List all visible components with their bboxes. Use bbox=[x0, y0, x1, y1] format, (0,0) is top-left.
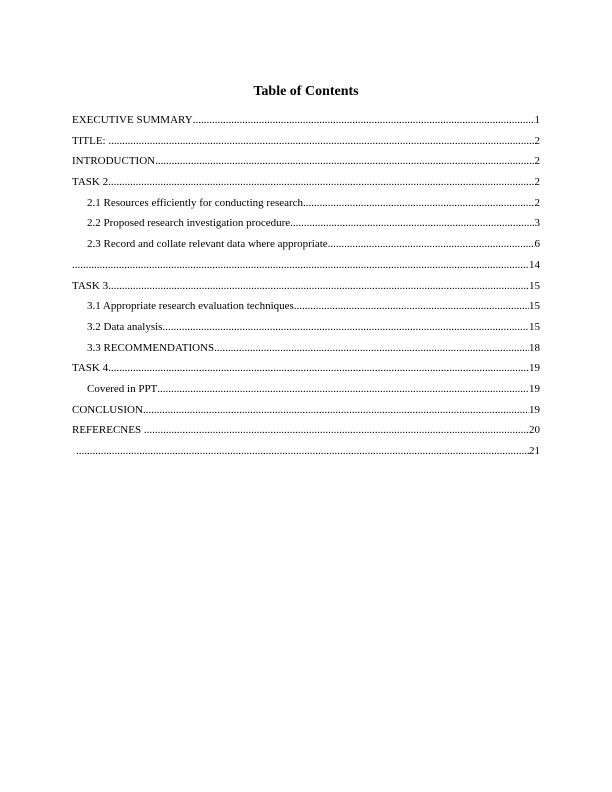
toc-page-number: 20 bbox=[529, 424, 540, 437]
toc-page-number: 15 bbox=[529, 279, 540, 292]
toc-page-number: 19 bbox=[529, 382, 540, 395]
toc-page-number: 2 bbox=[534, 196, 540, 209]
toc-entry-label: EXECUTIVE SUMMARY bbox=[72, 114, 193, 126]
toc-entry-label: 2.1 Resources efficiently for conducting research bbox=[87, 196, 304, 209]
toc-entry-2-1[interactable] bbox=[72, 196, 540, 217]
toc-entry-label: TASK 2 bbox=[72, 176, 109, 189]
toc-dot-leader bbox=[294, 299, 529, 313]
toc-dot-leader bbox=[303, 196, 534, 210]
toc-entry-title[interactable] bbox=[72, 134, 540, 155]
toc-entry-label: REFERECNES bbox=[72, 424, 144, 437]
toc-page-number: 19 bbox=[529, 362, 540, 375]
toc-entry-label: 3.1 Appropriate research evaluation techniques bbox=[87, 300, 294, 313]
toc-entry-2-2[interactable] bbox=[72, 216, 540, 237]
toc-entry-introduction[interactable] bbox=[72, 154, 540, 175]
toc-page-number: 2 bbox=[534, 134, 540, 147]
toc-page-number: 2 bbox=[534, 155, 540, 168]
toc-dot-leader bbox=[143, 403, 529, 417]
toc-dot-leader bbox=[72, 258, 529, 272]
toc-entry-task-3[interactable] bbox=[72, 279, 540, 300]
toc-entry-untitled-last[interactable] bbox=[72, 444, 540, 465]
toc-entry-task-2[interactable] bbox=[72, 175, 540, 196]
toc-entry-task-4[interactable] bbox=[72, 361, 540, 382]
toc-dot-leader bbox=[108, 175, 534, 189]
toc-entry-untitled[interactable] bbox=[72, 258, 540, 279]
toc-page-number: 2 bbox=[534, 176, 540, 189]
toc-page-number: 21 bbox=[529, 445, 540, 457]
toc-page-number: 14 bbox=[529, 258, 540, 271]
toc-entry-2-3[interactable] bbox=[72, 237, 540, 258]
toc-entry-3-1[interactable] bbox=[72, 299, 540, 320]
toc-dot-leader bbox=[162, 320, 529, 334]
toc-entry-label: Covered in PPT bbox=[87, 382, 158, 395]
toc-page-number: 6 bbox=[534, 238, 540, 251]
toc-entry-label: TITLE: bbox=[72, 134, 109, 147]
toc-dot-leader bbox=[290, 216, 534, 230]
toc-dot-leader bbox=[214, 341, 529, 355]
toc-entry-3-3[interactable] bbox=[72, 341, 540, 362]
toc-dot-leader bbox=[193, 113, 535, 127]
toc-entry-3-2[interactable] bbox=[72, 320, 540, 341]
toc-page-number: 1 bbox=[534, 114, 540, 126]
toc-entry-label: 3.2 Data analysis bbox=[87, 320, 163, 333]
toc-entry-label: CONCLUSION bbox=[72, 403, 143, 416]
toc-entry-covered-in-ppt[interactable] bbox=[72, 382, 540, 403]
toc-entry-label: TASK 3 bbox=[72, 279, 109, 292]
toc-page-number: 19 bbox=[529, 403, 540, 416]
toc-dot-leader bbox=[108, 279, 529, 293]
toc-entry-executive-summary[interactable] bbox=[72, 113, 540, 134]
toc-entry-label: 2.2 Proposed research investigation procedure bbox=[87, 217, 291, 230]
toc-dot-leader bbox=[144, 423, 529, 437]
toc-dot-leader bbox=[155, 154, 534, 168]
toc-dot-leader bbox=[108, 361, 529, 375]
toc-page-number: 18 bbox=[529, 341, 540, 354]
toc-dot-leader bbox=[157, 382, 529, 396]
toc-page-number: 15 bbox=[529, 300, 540, 313]
toc-entry-label: 3.3 RECOMMENDATIONS bbox=[87, 341, 215, 354]
toc-entry-references[interactable] bbox=[72, 423, 540, 444]
toc-dot-leader bbox=[328, 237, 535, 251]
toc-entry-label: TASK 4 bbox=[72, 362, 109, 375]
toc-entry-label: INTRODUCTION bbox=[72, 155, 156, 168]
toc-entry-label: 2.3 Record and collate relevant data where appropriate bbox=[87, 238, 328, 251]
toc-dot-leader bbox=[108, 134, 534, 148]
toc-dot-leader bbox=[76, 444, 529, 458]
toc-title: Table of Contents bbox=[253, 84, 359, 99]
toc-list bbox=[72, 113, 540, 465]
toc-entry-conclusion[interactable] bbox=[72, 403, 540, 424]
toc-page-number: 15 bbox=[529, 320, 540, 333]
toc-page-number: 3 bbox=[534, 217, 540, 230]
